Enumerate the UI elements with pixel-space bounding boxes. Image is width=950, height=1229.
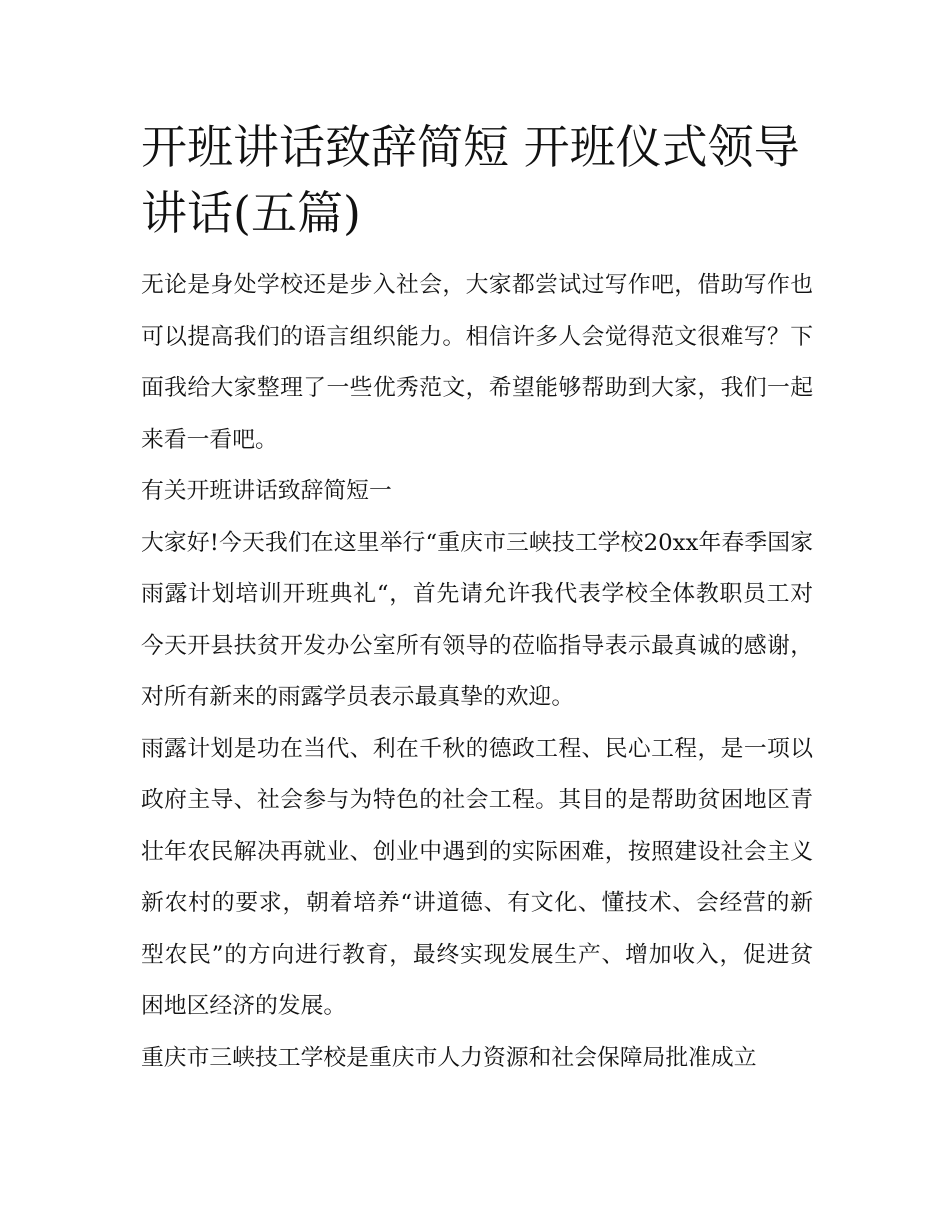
document-body: [141, 114, 813, 1084]
intro-paragraph: 无论是身处学校还是步入社会，大家都尝试过写作吧，借助写作也可以提高我们的语言组织能力。相信许多人会觉得范文很难写？下面我给大家整理了一些优秀范文，希望能够帮助到大家，我们一起来看一看吧。: [141, 272, 813, 453]
section-heading: 有关开班讲话致辞简短一: [141, 478, 392, 504]
body-paragraph: 大家好!今天我们在这里举行“重庆市三峡技工学校20xx年春季国家雨露计划培训开班典礼“，首先请允许我代表学校全体教职员工对今天开县扶贫开发办公室所有领导的莅临指导表示最真诚的感谢，对所有新来的雨露学员表示最真挚的欢迎。: [141, 529, 813, 710]
body-paragraph: 重庆市三峡技工学校是重庆市人力资源和社会保障局批准成立: [141, 1044, 757, 1071]
document-title: 开班讲话致辞简短 开班仪式领导讲话(五篇): [141, 120, 800, 240]
body-paragraph: 雨露计划是功在当代、利在千秋的德政工程、民心工程，是一项以政府主导、社会参与为特色的社会工程。其目的是帮助贫困地区青壮年农民解决再就业、创业中遇到的实际困难，按照建设社会主义新农村的要求，朝着培养“讲道德、有文化、懂技术、会经营的新型农民”的方向进行教育，最终实现发展生产、增加收入，促进贫困地区经济的发展。: [141, 735, 813, 1019]
